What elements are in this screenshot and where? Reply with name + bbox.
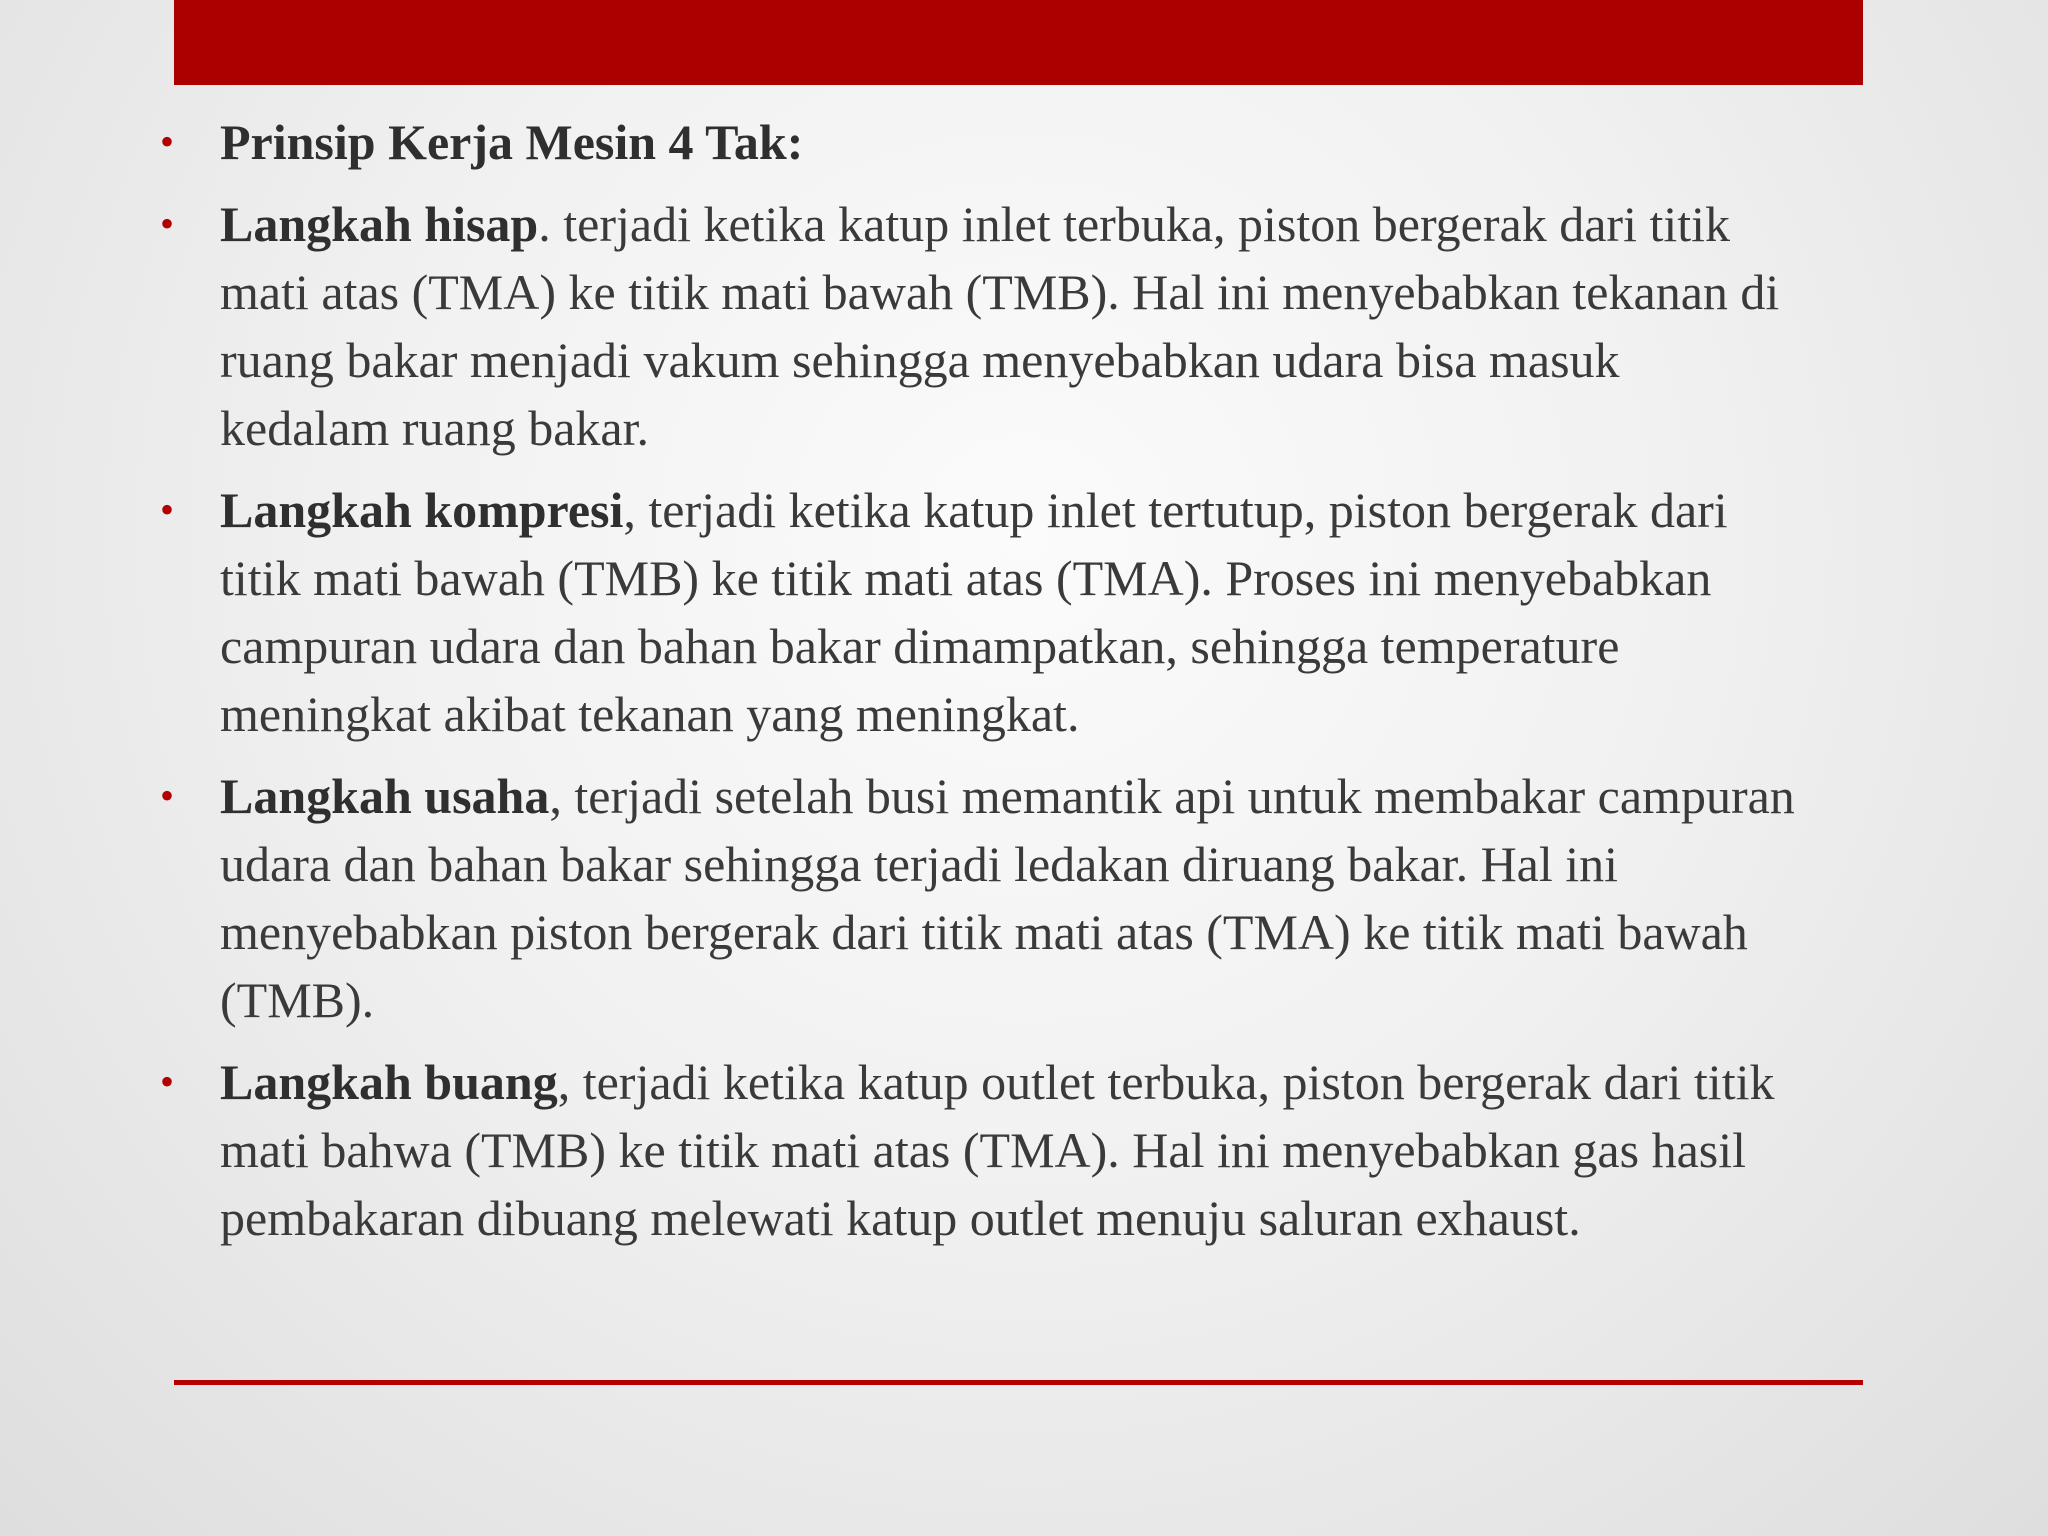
item-term: Langkah kompresi [220, 482, 624, 538]
bullet-item-power [160, 762, 1800, 1034]
item-text: , terjadi ketika katup inlet tertutup, piston bergerak dari titik mati bawah (TMB) ke titik mati atas (TMA). Proses ini menyebabkan campuran udara dan bahan bakar dimampatkan, sehingga temperature meningkat akibat tekanan yang meningkat. [220, 482, 1728, 742]
bullet-item-intake [160, 190, 1800, 462]
item-text: , terjadi setelah busi memantik api untuk membakar campuran udara dan bahan bakar sehingga terjadi ledakan diruang bakar. Hal ini menyebabkan piston bergerak dari titik mati atas (TMA) ke titik mati bawah (TMB). [220, 768, 1795, 1028]
item-text: . terjadi ketika katup inlet terbuka, piston bergerak dari titik mati atas (TMA) ke titik mati bawah (TMB). Hal ini menyebabkan tekanan di ruang bakar menjadi vakum sehingga menyebabkan udara bisa masuk kedalam ruang bakar. [220, 196, 1780, 456]
item-term: Prinsip Kerja Mesin 4 Tak: [220, 114, 804, 170]
bullet-list [160, 108, 1800, 1266]
bullet-icon: • [160, 773, 175, 818]
bullet-icon: • [160, 201, 175, 246]
bullet-icon: • [160, 487, 175, 532]
item-term: Langkah usaha [220, 768, 550, 824]
bullet-icon: • [160, 1059, 175, 1104]
item-text: , terjadi ketika katup outlet terbuka, piston bergerak dari titik mati bahwa (TMB) ke titik mati atas (TMA). Hal ini menyebabkan gas hasil pembakaran dibuang melewati katup outlet menuju saluran exhaust. [220, 1054, 1775, 1246]
bullet-item-compression [160, 476, 1800, 748]
item-term: Langkah hisap [220, 196, 539, 252]
bullet-icon: • [160, 119, 175, 164]
footer-divider [174, 1380, 1863, 1385]
item-term: Langkah buang [220, 1054, 558, 1110]
bullet-item-exhaust [160, 1048, 1800, 1252]
bullet-item-principle [160, 108, 1800, 176]
header-bar [174, 0, 1863, 85]
